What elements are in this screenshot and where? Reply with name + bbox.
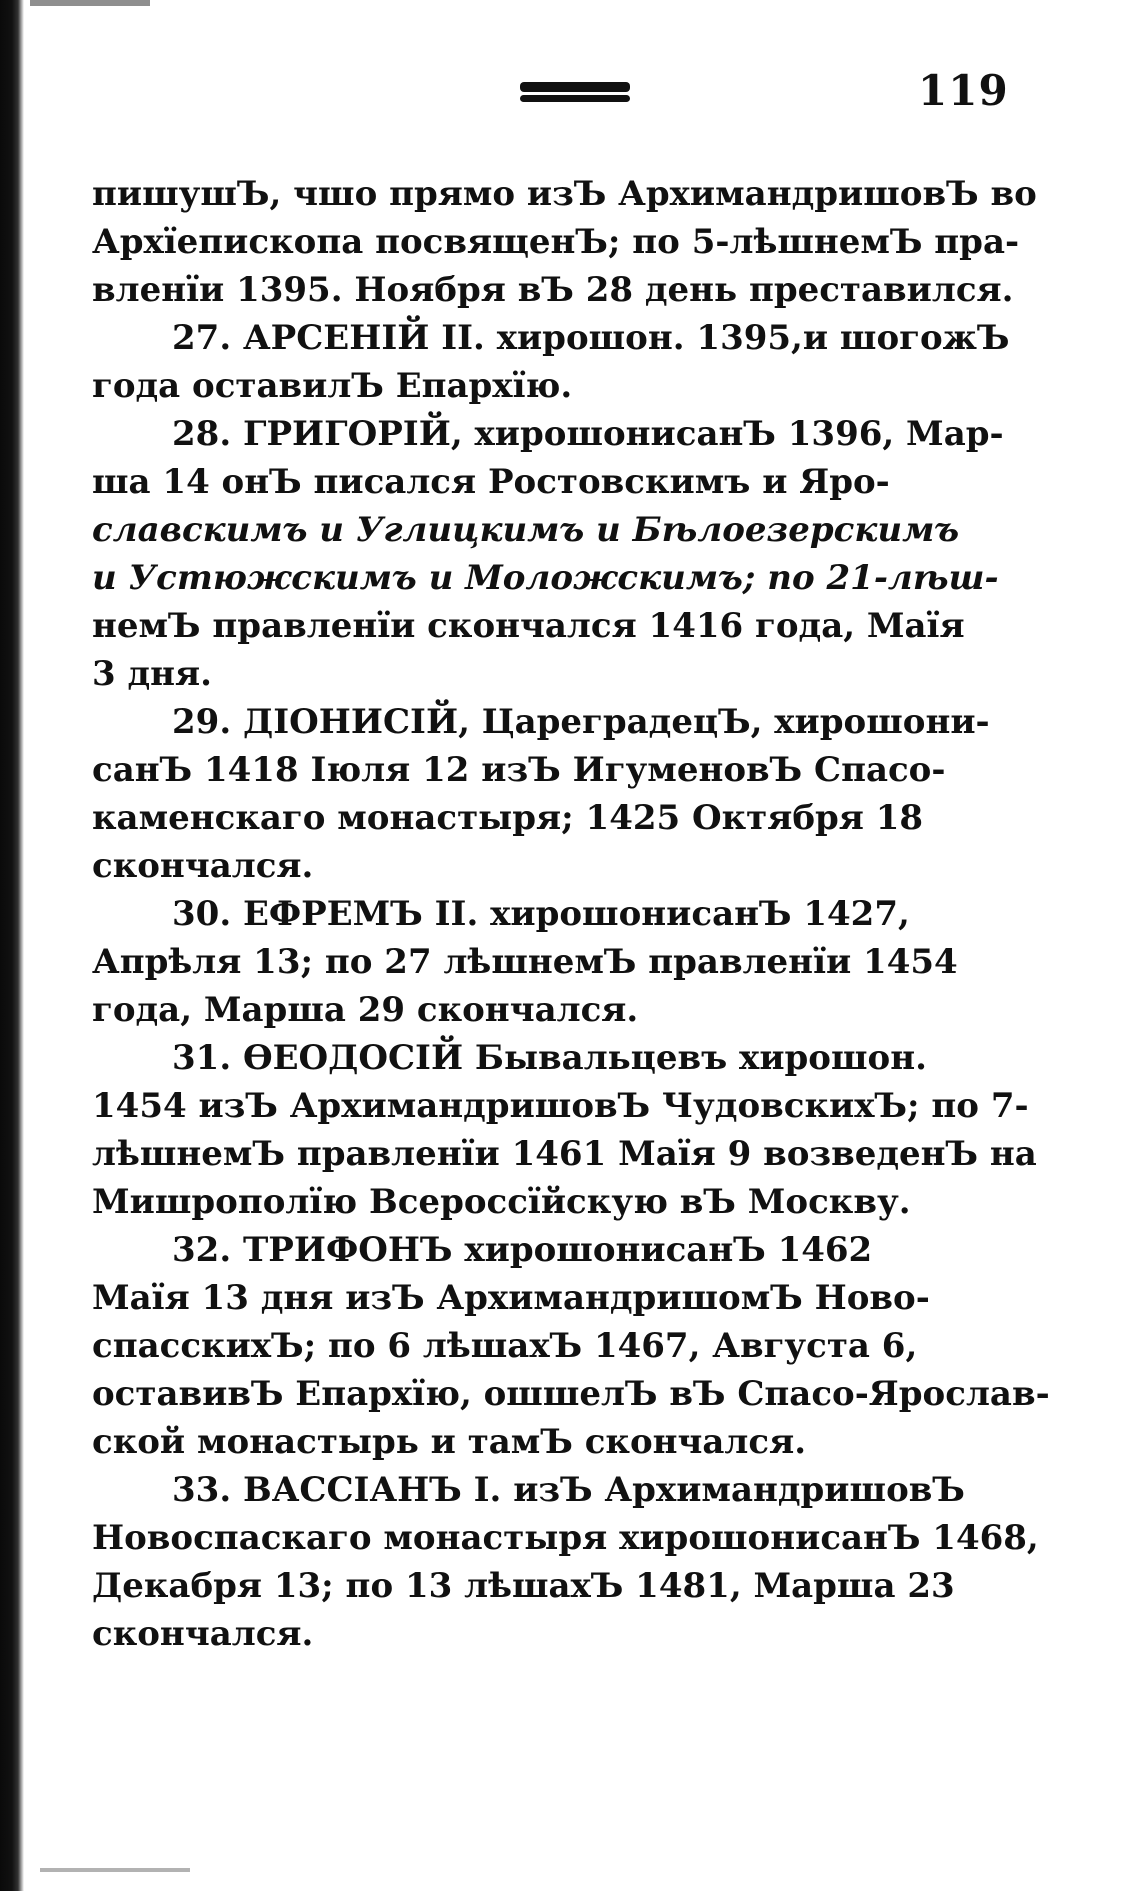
- entry-33-heading: 33. ВАССІАНЪ I. изЪ АрхимандришовЪ: [172, 1470, 965, 1510]
- text-line: Декабря 13; по 13 лѣшахЪ 1481, Марша 23: [92, 1566, 955, 1606]
- text-line: и Устюжскимъ и Моложскимъ; по 21-лѣш-: [92, 558, 999, 598]
- entry-30-heading: 30. ЕФРЕМЪ II. хирошонисанЪ 1427,: [172, 894, 910, 934]
- text-line: скончался.: [92, 846, 314, 886]
- text-line: каменскаго монастыря; 1425 Октября 18: [92, 798, 924, 838]
- text-line: Архїепископа посвященЪ; по 5-лѣшнемЪ пра-: [92, 222, 1020, 262]
- page-number: 119: [918, 66, 1009, 115]
- text-line: лѣшнемЪ правленїи 1461 Маїя 9 возведенЪ на: [92, 1134, 1037, 1174]
- scan-smudge-top: [30, 0, 150, 6]
- text-line: 3 дня.: [92, 654, 212, 694]
- text-line: ской монастырь и тамЪ скончался.: [92, 1422, 807, 1462]
- text-line: спасскихЪ; по 6 лѣшахЪ 1467, Августа 6,: [92, 1326, 918, 1366]
- header-ornament: [520, 82, 630, 104]
- text-line: вленїи 1395. Ноября вЪ 28 день преставился.: [92, 270, 1014, 310]
- text-line: пишушЪ, чшо прямо изЪ АрхимандришовЪ во: [92, 174, 1037, 214]
- text-line: ша 14 онЪ писался Ростовскимъ и Яро-: [92, 462, 890, 502]
- text-line: Мишрополїю Всероссїйскую вЪ Москву.: [92, 1182, 911, 1222]
- entry-27-heading: 27. АРСЕНІЙ II. хирошон. 1395,и шогожЪ: [172, 318, 1010, 358]
- text-line: немЪ правленїи скончался 1416 года, Маїя: [92, 606, 965, 646]
- text-line: скончался.: [92, 1614, 314, 1654]
- text-line: оставивЪ Епархїю, ошшелЪ вЪ Спасо-Ярослав-: [92, 1374, 1050, 1414]
- text-line: 1454 изЪ АрхимандришовЪ ЧудовскихЪ; по 7-: [92, 1086, 1029, 1126]
- entry-28-heading: 28. ГРИГОРІЙ, хирошонисанЪ 1396, Мар-: [172, 414, 1004, 454]
- scan-smudge-bottom: [40, 1868, 190, 1872]
- text-line: Апрѣля 13; по 27 лѣшнемЪ правленїи 1454: [92, 942, 958, 982]
- text-line: Маїя 13 дня изЪ АрхимандришомЪ Ново-: [92, 1278, 930, 1318]
- entry-32-heading: 32. ТРИФОНЪ хирошонисанЪ 1462: [172, 1230, 873, 1270]
- entry-31-heading: 31. ѲЕОДОСІЙ Бывальцевъ хирошон.: [172, 1038, 927, 1078]
- text-line: славскимъ и Углицкимъ и Бѣлоезерскимъ: [92, 510, 960, 550]
- ornament-bar: [520, 82, 630, 92]
- text-line: санЪ 1418 Іюля 12 изЪ ИгуменовЪ Спасо-: [92, 750, 946, 790]
- main-text: [92, 170, 1050, 1658]
- text-line: Новоспаскаго монастыря хирошонисанЪ 1468,: [92, 1518, 1039, 1558]
- binding-edge: [0, 0, 24, 1891]
- entry-29-heading: 29. ДІОНИСІЙ, ЦареградецЪ, хирошони-: [172, 702, 990, 742]
- ornament-bar: [520, 95, 630, 102]
- text-line: года оставилЪ Епархїю.: [92, 366, 573, 406]
- text-line: года, Марша 29 скончался.: [92, 990, 639, 1030]
